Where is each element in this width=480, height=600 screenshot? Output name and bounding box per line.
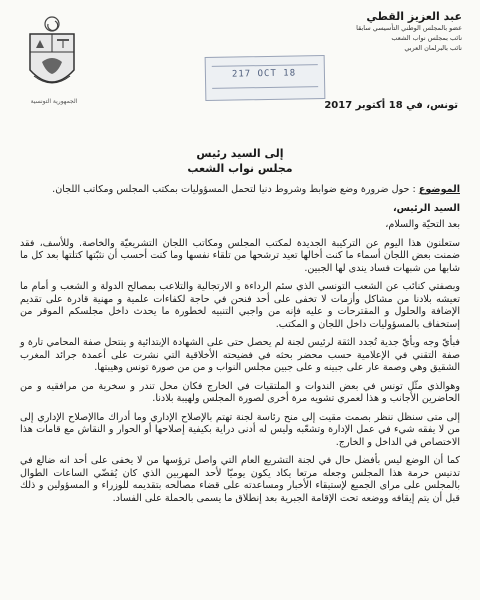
emblem-caption: الجمهورية التونسية (30, 98, 78, 105)
body-paragraph: كما أن الوضع ليس بأفضل حال في لجنة التشريع العام التي واصل ترؤسها من لا يخفى على أحد انه ضالع في تدنيس حرمة هذا المجلس وجعله مرتعا يكاد يكون يوميّا لأحد المهربين الذي كان يُقضّي الساعات الطوال بالمجلس على مراى الجميع لإستيقاء الأخبار ومساعدته على قضاء مصالحه بتقديمه للوزراء و المسؤولين و ذلك قبل أن يتم إيقافه ووضعه تحت الإقامة الجبرية بعد إنطلاق ما يسمى بالحملة على الفساد. (20, 455, 460, 504)
sender-title: نائب بمجلس نواب الشعب (391, 34, 462, 42)
subject-line (20, 184, 460, 197)
recipient-line: إلى السيد رئيس (196, 147, 284, 160)
sender-title: عضو بالمجلس الوطني التأسيسي سابقا (356, 24, 462, 32)
salutation: السيد الرئيس، (392, 202, 460, 214)
tunisia-emblem-icon (24, 14, 80, 100)
stamp-date: 217 OCT 18 (231, 68, 297, 80)
body-paragraph: إلى متى سنظل ننظر بصمت مقيت إلى منح رئاسة لجنة تهتم بالإصلاح الإداري وما أدراك ماالإصلاح الإداري إلى من لا يفقه شيء في عمل الإدارة وتشعّبه وليس له أدنى دراية بكيفية إصلاحها أو الحوار و النقاش مع قامات هذا الاختصاص في الداخل و الخارج. (20, 411, 460, 448)
recipient-line: مجلس نواب الشعب (187, 162, 293, 175)
subject-text: : حول ضرورة وضع ضوابط وشروط دنيا لتحمل المسؤوليات بمكتب المجلس ومكاتب اللجان. (52, 184, 416, 195)
sender-name: عبد العزيز القطي (366, 10, 462, 23)
sender-title: نائب بالبرلمان العربي (404, 44, 462, 52)
subject-label: الموضوع (418, 184, 460, 195)
body-paragraph: وهوالذي مثّل تونس في بعض الندوات و الملتقيات في الخارج فكان محل تندر و سخرية من مرافقيه و من الحاضرين الأجانب و هذا لعمري تشويه مرة أخرى لصورة المجلس ولهيبة بلادنا. (20, 380, 460, 404)
sender-block (312, 10, 462, 53)
body-paragraph: فبأيّ وجه وبأيّ جدية تُجدد الثقة لرئيس لجنة لم يحصل حتى على الشهادة الإبتدائية و ينتحل صفة المحامي تارة و صفة التقني في الإعلامية حسب محضر بحثه في فضيحته الأخلاقية التي نشرت على أعمدة جرائد المغرب الشقيق وهي وصمة عار على جبينه و على جبين مجلس النواب و من من صورة تونس وهيبتها. (20, 337, 460, 373)
greeting: بعد التحيّة والسلام، (385, 219, 460, 230)
body-paragraph: وبصفتي كنائب عن الشعب التونسي الذي سئم الرداءة و الارتجالية والتلاعب بمصالح الدولة و الشعب و أمام ما تعيشه بلادنا من مشاكل وأزمات لا تخفى على أحد فنحن في حاجة لكفاءات علمية و مهنية قادرة على تقديم الإضافة والحلول و المقترحات و عليه فإنه من واجبي التنبيه لخطورة ما يحدث داخل مجلسكم الموقر من إستخفاف بالمسؤوليات داخل اللجان و المكتب. (20, 281, 460, 330)
recipient-block (0, 146, 480, 176)
letter-date: تونس، في 18 أكتوبر 2017 (324, 100, 458, 111)
letter-body (20, 184, 460, 511)
reception-stamp (205, 55, 326, 101)
body-paragraph: ستعلنون هذا اليوم عن التركيبة الجديدة لمكتب المجلس ومكاتب اللجان التشريعيّة والخاصة. وللأسف، فقد ضمنت بعض اللجان أسماء ما كنت أخالها تعيد ترشحها من تلقاء نفسها وما كنت أحسب أن نثبّتها كتلتها بعد كل ما شابها من شبهات فساد يندى لها الجبين. (20, 237, 460, 274)
